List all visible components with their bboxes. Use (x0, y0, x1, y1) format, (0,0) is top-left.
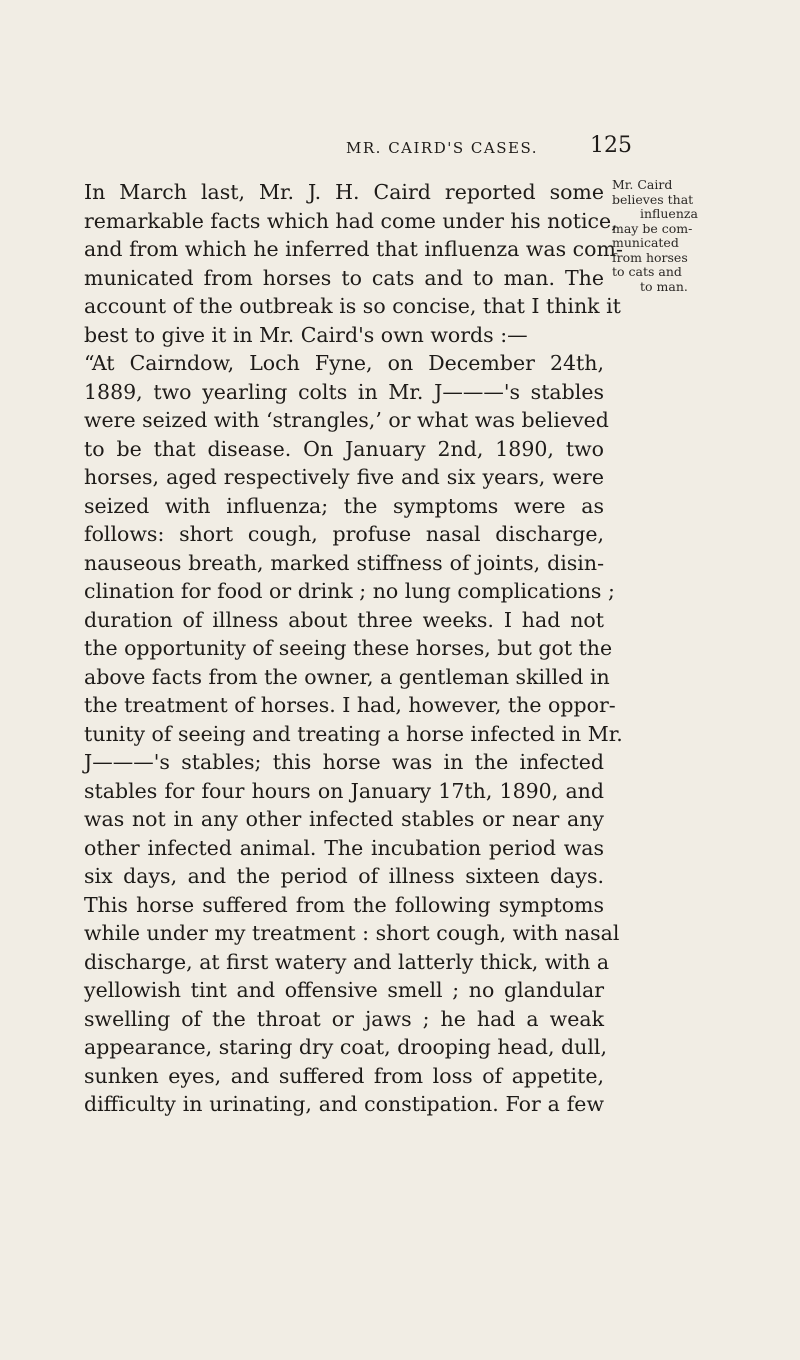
text-line: “At Cairndow, Loch Fyne, on December 24th, (84, 351, 604, 375)
text-line: In March last, Mr. J. H. Caird reported some (84, 180, 604, 204)
text-line: horses, aged respectively five and six years, were (84, 465, 604, 489)
marginal-note-line: to cats and (612, 264, 682, 279)
text-line: best to give it in Mr. Caird's own words :— (84, 322, 528, 347)
text-line: swelling of the throat or jaws ; he had a weak (84, 1006, 604, 1031)
text-line: discharge, at first watery and latterly thick, with a (84, 949, 610, 974)
body-text (84, 178, 623, 1119)
text-line: appearance, staring dry coat, drooping head, dull, (84, 1035, 608, 1059)
text-line: difficulty in urinating, and constipation. For a few (84, 1092, 604, 1116)
marginal-note-line: believes that (612, 191, 694, 207)
text-line: duration of illness about three weeks. I had not (84, 607, 604, 632)
text-line: and from which he inferred that influenza was com- (84, 237, 623, 261)
text-line: yellowish tint and offensive smell ; no glandular (84, 978, 604, 1002)
marginal-note (612, 178, 787, 294)
running-head: MR. CAIRD'S CASES. (346, 139, 538, 157)
text-line: above facts from the owner, a gentleman skilled in (84, 664, 610, 689)
text-line: municated from horses to cats and to man. The (84, 265, 604, 290)
text-line: sunken eyes, and suffered from loss of appetite, (84, 1063, 604, 1088)
text-line: remarkable facts which had come under his notice, (84, 208, 618, 233)
text-line: This horse suffered from the following symptoms (84, 892, 604, 917)
text-line: was not in any other infected stables or near any (84, 807, 604, 831)
text-line: the treatment of horses. I had, however, the oppor- (84, 693, 616, 717)
text-line: were seized with ‘strangles,’ or what was believed (84, 408, 609, 432)
text-line: 1889, two yearling colts in Mr. J———'s stables (84, 379, 604, 404)
marginal-note-line: to man. (640, 278, 688, 294)
page-header (0, 133, 800, 163)
text-line: the opportunity of seeing these horses, but got the (84, 636, 613, 660)
text-line: nauseous breath, marked stiffness of joints, disin- (84, 550, 604, 575)
marginal-note-line: Mr. Caird (612, 177, 673, 192)
text-line: stables for four hours on January 17th, 1890, and (84, 778, 604, 803)
text-line: six days, and the period of illness sixteen days. (84, 864, 604, 888)
text-line: J———'s stables; this horse was in the infected (84, 750, 604, 774)
text-line: clination for food or drink ; no lung complications ; (84, 579, 615, 603)
text-line: seized with influenza; the symptoms were as (84, 493, 604, 518)
text-line: tunity of seeing and treating a horse infected in Mr. (84, 721, 623, 746)
text-line: to be that disease. On January 2nd, 1890, two (84, 436, 604, 461)
marginal-note-line: may be com- (612, 220, 693, 236)
marginal-note-line: from horses (612, 249, 688, 265)
text-line: follows: short cough, profuse nasal discharge, (84, 522, 604, 546)
marginal-note-line: municated (612, 235, 679, 250)
text-line: other infected animal. The incubation period was (84, 835, 604, 860)
text-line: while under my treatment : short cough, with nasal (84, 921, 620, 945)
marginal-note-line: influenza (640, 206, 698, 221)
text-line: account of the outbreak is so concise, that I think it (84, 294, 621, 318)
page-number: 125 (590, 133, 632, 158)
